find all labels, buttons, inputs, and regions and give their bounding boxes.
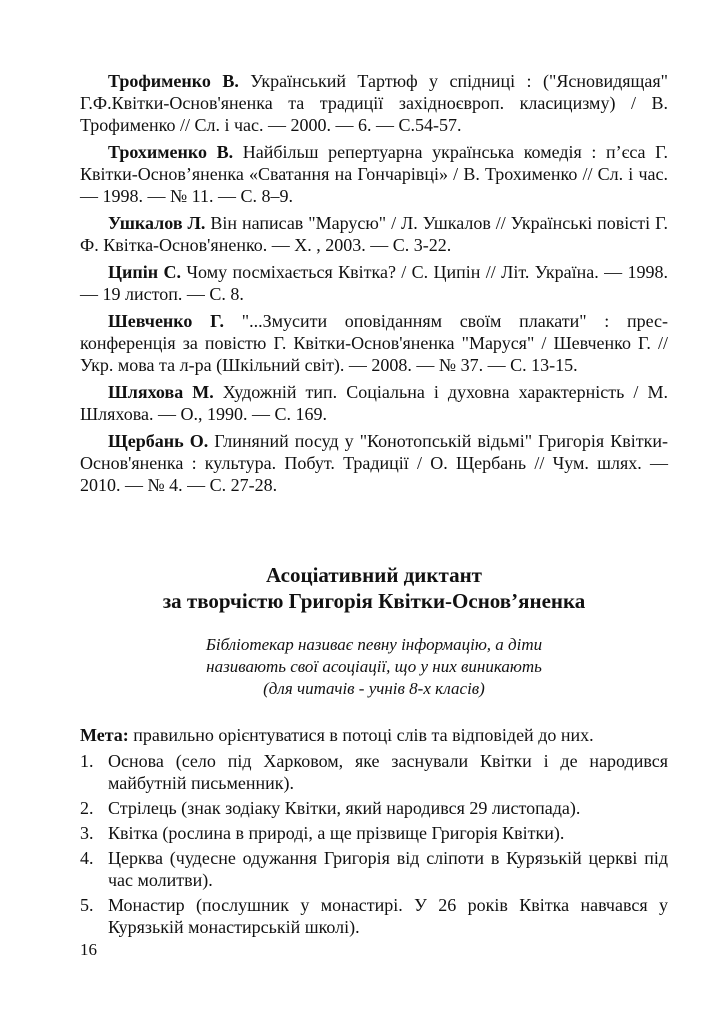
entry-author: Шляхова М. — [108, 382, 214, 402]
entry-text: Він написав "Марусю" / Л. Ушкалов // Українські повісті Г. Ф. Квітка-Основ'яненко. — Х. , 2003. — С. 3-22. — [80, 213, 668, 255]
bibliography-entry — [80, 381, 668, 425]
subtitle-line-1: Бібліотекар називає певну інформацію, а діти — [205, 635, 543, 654]
list-item — [80, 797, 668, 819]
list-item — [80, 750, 668, 794]
subtitle-line-2: називають свої асоціації, що у них виникають — [206, 657, 542, 676]
list-item — [80, 847, 668, 891]
entry-author: Шевченко Г. — [108, 311, 225, 331]
association-list — [80, 750, 668, 938]
item-text: Стрілець (знак зодіаку Квітки, який народився 29 листопада). — [108, 798, 581, 818]
list-item — [80, 822, 668, 844]
list-item — [80, 894, 668, 938]
item-number: 5. — [80, 895, 94, 915]
item-text: Церква (чудесне одужання Григорія від сліпоти в Курязькій церкві під час молитви). — [108, 848, 668, 890]
entry-text: Глиняний посуд у "Конотопській відьмі" Григорія Квітки-Основ'яненка : культура. Побут. Традиції / О. Щербань // Чум. шлях. — 2010. — № 4. — С. 27-28. — [80, 431, 668, 495]
entry-author: Трофименко В. — [108, 71, 239, 91]
section-subtitle — [80, 634, 668, 700]
item-number: 4. — [80, 848, 94, 868]
item-text: Квітка (рослина в природі, а ще прізвище Григорія Квітки). — [108, 823, 565, 843]
item-text: Основа (село під Харковом, яке заснували Квітки і де народився майбутній письменник). — [108, 751, 668, 793]
section-title-line-1: Асоціативний диктант — [266, 563, 482, 587]
goal-label: Мета: — [80, 725, 129, 745]
item-number: 1. — [80, 751, 94, 771]
goal-text: правильно орієнтуватися в потоці слів та відповідей до них. — [128, 725, 594, 745]
item-number: 2. — [80, 798, 94, 818]
page-content — [80, 70, 668, 941]
item-text: Монастир (послушник у монастирі. У 26 років Квітка навчався у Курязькій монастирській школі). — [108, 895, 668, 937]
section-heading — [80, 562, 668, 614]
goal-statement — [80, 724, 668, 746]
bibliography-entry — [80, 310, 668, 376]
entry-text: Український Тартюф у спідниці : ("Ясновидящая" Г.Ф.Квітки-Основ'яненка та традиції західноєвроп. класицизму) / В. Трофименко // Сл. і час. — 2000. — 6. — С.54-57. — [80, 71, 668, 135]
bibliography-entry — [80, 261, 668, 305]
entry-text: Чому посміхається Квітка? / С. Ципін // Літ. Україна. — 1998. — 19 листоп. — С. 8. — [80, 262, 668, 304]
entry-author: Трохименко В. — [108, 142, 234, 162]
entry-text: "...Змусити оповіданням своїм плакати" : прес-конференція за повістю Г. Квітки-Основ'яненка "Маруся" / Шевченко Г. // Укр. мова та л-ра (Шкільний світ). — 2008. — № 37. — С. 13-15. — [80, 311, 668, 375]
entry-author: Ушкалов Л. — [108, 213, 206, 233]
page-number: 16 — [80, 940, 97, 959]
bibliography-entry — [80, 430, 668, 496]
item-number: 3. — [80, 823, 94, 843]
entry-author: Щербань О. — [108, 431, 209, 451]
entry-text: Художній тип. Соціальна і духовна характерність / М. Шляхова. — О., 1990. — С. 169. — [80, 382, 668, 424]
entry-text: Найбільш репертуарна українська комедія : п’єса Г. Квітки-Основ’яненка «Сватання на Гончарівці» / В. Трохименко // Сл. і час. — 1998. — № 11. — С. 8–9. — [80, 142, 668, 206]
bibliography-entry — [80, 70, 668, 136]
bibliography-entry — [80, 141, 668, 207]
entry-author: Ципін С. — [108, 262, 181, 282]
section-title-line-2: за творчістю Григорія Квітки-Основ’яненка — [162, 589, 586, 613]
subtitle-line-3: (для читачів - учнів 8-х класів) — [263, 679, 485, 698]
bibliography-entry — [80, 212, 668, 256]
bibliography-list — [80, 70, 668, 496]
